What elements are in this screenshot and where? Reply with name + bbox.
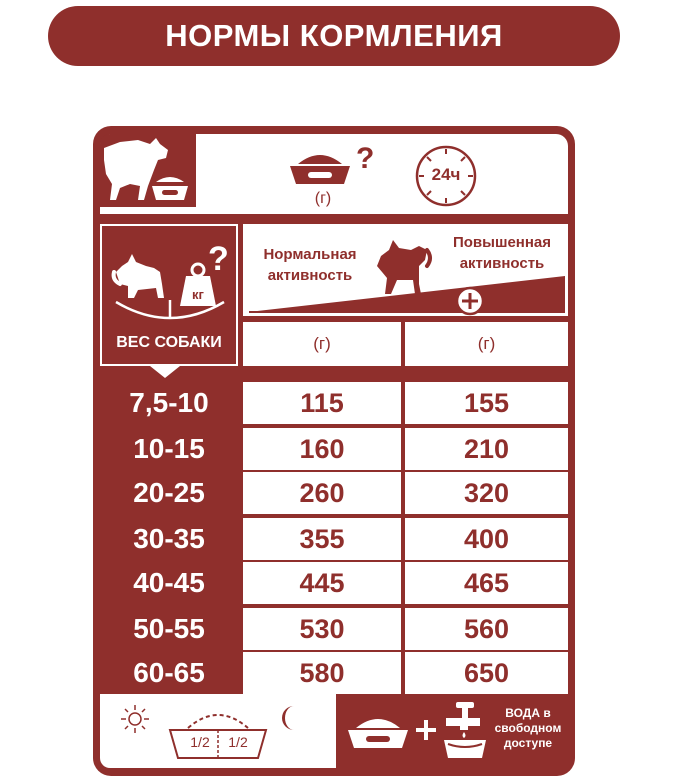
food-unit-label: (г) [314,190,332,207]
plus-circle-icon [455,286,485,316]
unit-high-cell: (г) [405,322,568,366]
svg-text:?: ? [356,142,375,175]
high-value-cell: 560 [405,608,568,650]
food-bowl-icon [346,710,410,750]
table-row [100,562,568,604]
normal-activity-label: Нормальная активность [263,246,357,284]
svg-text:?: ? [208,240,229,278]
activity-header [243,224,568,316]
weight-cell: 40-45 [133,567,205,598]
table-row [100,652,568,694]
table-row [100,472,568,514]
normal-value-cell: 530 [243,608,401,650]
high-activity-label: Повышенная активность [452,234,552,272]
kg-badge: кг [192,286,204,302]
table-row [100,608,568,650]
unit-normal-cell: (г) [243,322,401,366]
normal-value-cell: 355 [243,518,401,560]
weight-cell: 30-35 [133,523,205,554]
half-right-label: 1/2 [228,734,248,750]
normal-value-cell: 160 [243,428,401,470]
weight-cell: 7,5-10 [129,387,209,418]
weight-cell: 60-65 [133,657,205,688]
moon-icon [278,704,302,732]
high-value-cell: 465 [405,562,568,604]
normal-value-cell: 260 [243,472,401,514]
water-tap-icon [440,700,490,762]
half-left-label: 1/2 [190,734,210,750]
high-value-cell: 155 [405,382,568,424]
dog-on-scale-icon [102,236,236,336]
high-value-cell: 400 [405,518,568,560]
title-bar [48,6,620,66]
weight-cell: 20-25 [133,477,205,508]
feeding-split-panel [100,694,336,768]
table-row [100,518,568,560]
food-water-panel [340,694,568,768]
food-bowl-question-icon [288,140,378,188]
half-portion-bowl-icon [166,700,270,762]
arrow-down-icon [150,366,180,380]
page-title: НОРМЫ КОРМЛЕНИЯ [165,18,503,53]
high-value-cell: 650 [405,652,568,694]
table-row [100,428,568,470]
water-label: ВОДА в свободном доступе [494,706,562,750]
weight-cell: 10-15 [133,433,205,464]
dog-eating-icon [100,134,196,210]
normal-value-cell: 580 [243,652,401,694]
high-value-cell: 210 [405,428,568,470]
weight-label: ВЕС СОБАКИ [116,334,222,351]
sun-icon [120,704,150,734]
activity-ramp-icon [249,274,565,314]
normal-value-cell: 115 [243,382,401,424]
weight-cell: 50-55 [133,613,205,644]
high-value-cell: 320 [405,472,568,514]
plus-icon [414,718,438,742]
normal-value-cell: 445 [243,562,401,604]
clock-24h-label: 24ч [431,165,461,184]
table-row [100,382,568,424]
